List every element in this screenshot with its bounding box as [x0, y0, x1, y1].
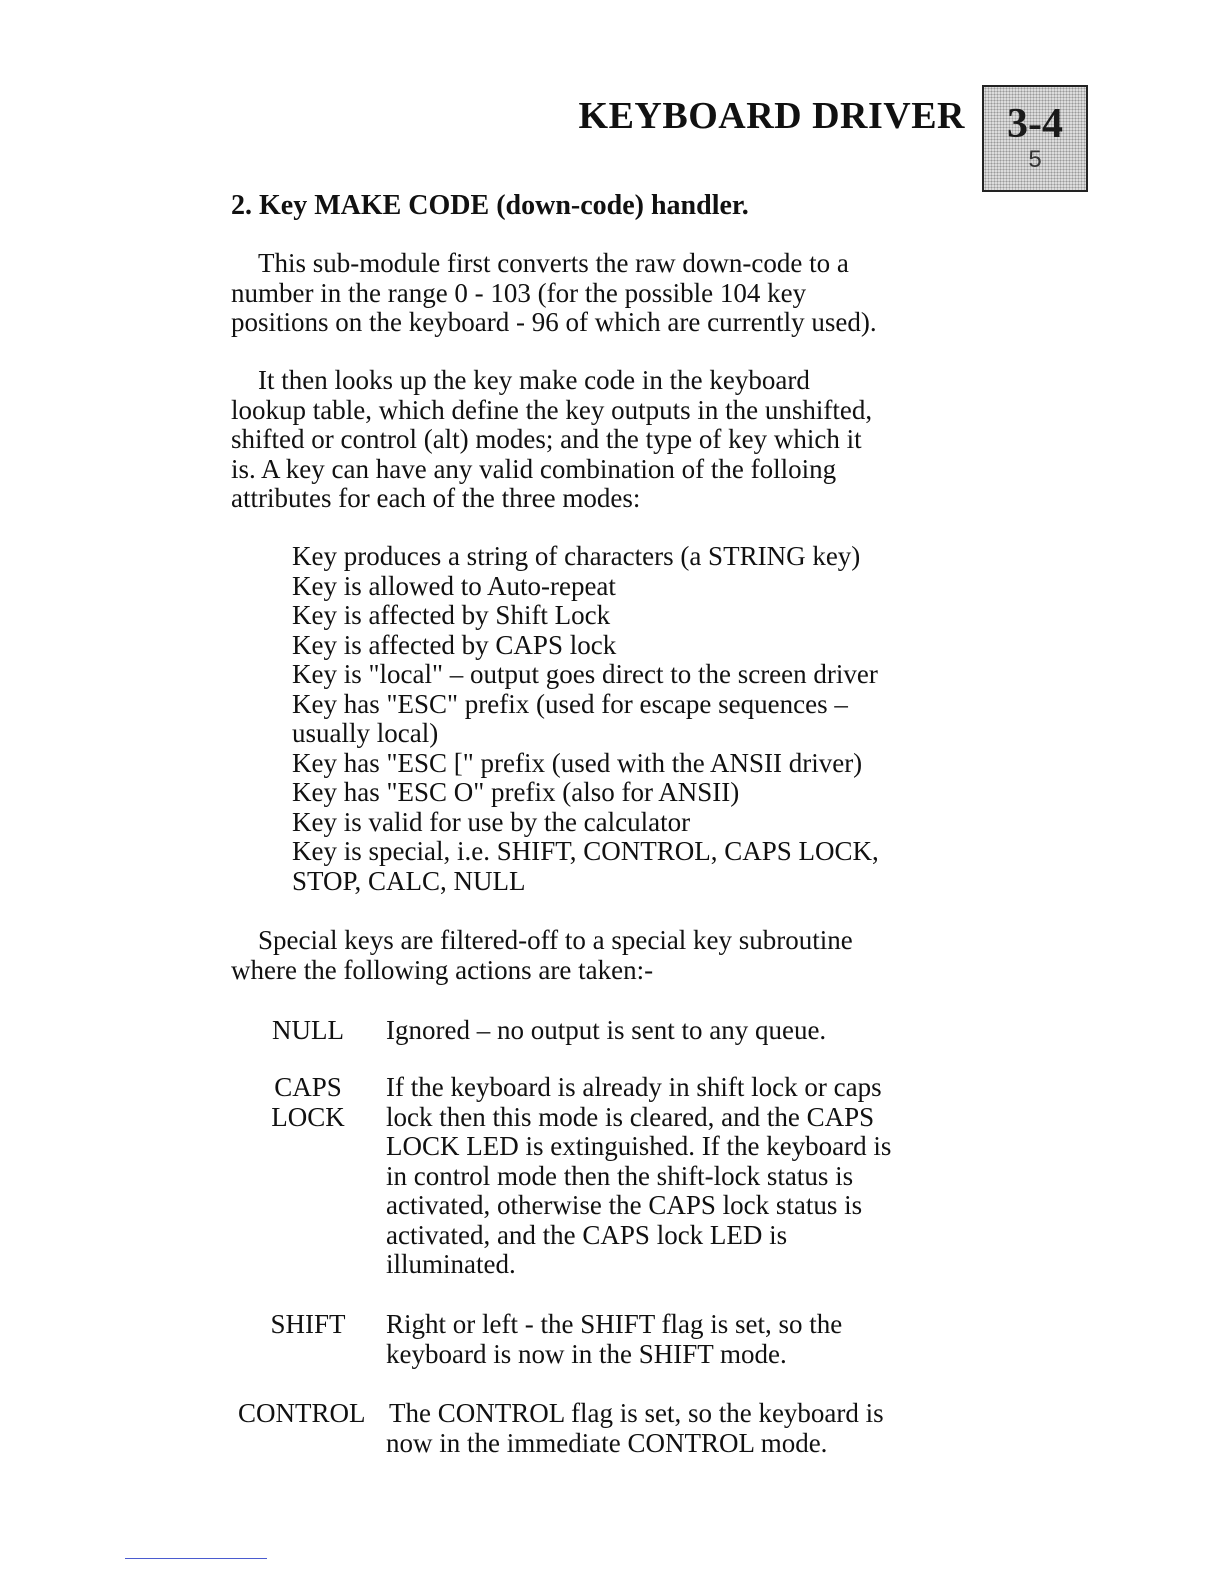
subheading: 2. Key MAKE CODE (down-code) handler. [231, 190, 749, 221]
description-line: activated, otherwise the CAPS lock status is [386, 1190, 863, 1220]
list-item [292, 749, 992, 779]
description-line: lock then this mode is cleared, and the CAPS [386, 1101, 875, 1132]
description-line: in control mode then the shift-lock status is [386, 1160, 854, 1191]
description-line: LOCK LED is extinguished. If the keyboard is [386, 1131, 892, 1161]
list-item-line: Key is allowed to Auto-repeat [292, 570, 616, 601]
paragraph-line: It then looks up the key make code in the keyboard [258, 365, 810, 395]
list-item [292, 837, 992, 896]
list-item [292, 631, 992, 661]
paragraph-line: Special keys are filtered-off to a special key subroutine [258, 925, 853, 955]
description-line: The CONTROL flag is set, so the keyboard is [389, 1398, 884, 1428]
list-item [292, 660, 992, 690]
description-line: illuminated. [386, 1249, 516, 1279]
paragraph-line: number in the range 0 - 103 (for the possible 104 key [231, 277, 807, 308]
list-item [292, 808, 992, 838]
paragraph-line: shifted or control (alt) modes; and the type of key which it [231, 424, 862, 454]
definition-description [386, 1016, 986, 1046]
definition-shift [0, 1310, 1000, 1372]
attribute-list [292, 542, 992, 896]
list-item [292, 690, 992, 749]
term-line: SHIFT [270, 1309, 346, 1339]
paragraph-line: attributes for each of the three modes: [231, 483, 641, 513]
definition-term [262, 1310, 354, 1340]
list-item-line: Key has "ESC" prefix (used for escape sequences – [292, 688, 848, 719]
list-item-line: Key has "ESC [" prefix (used with the ANSII driver) [292, 747, 863, 778]
definition-term [262, 1016, 354, 1046]
definition-term [238, 1399, 384, 1429]
list-item-line: Key is affected by Shift Lock [292, 600, 611, 630]
description-line: Ignored – no output is sent to any queue. [386, 1015, 827, 1045]
term-line: NULL [272, 1015, 344, 1045]
definition-term [262, 1073, 354, 1132]
list-item-line: Key has "ESC O" prefix (also for ANSII) [292, 777, 740, 807]
definition-description [386, 1073, 986, 1280]
list-item-line: Key produces a string of characters (a STRING key) [292, 541, 861, 571]
paragraph-line: where the following actions are taken:- [231, 954, 654, 985]
list-item-line: Key is special, i.e. SHIFT, CONTROL, CAPS LOCK, [292, 836, 879, 866]
footer-rule [125, 1558, 267, 1559]
definition-caps-lock [0, 1073, 1000, 1283]
list-item-line: STOP, CALC, NULL [292, 865, 526, 896]
list-item [292, 572, 992, 602]
section-number: 3-4 [1007, 101, 1063, 147]
list-item-line: usually local) [292, 718, 439, 748]
list-item [292, 542, 992, 572]
definition-description [386, 1398, 989, 1458]
list-item-line: Key is "local" – output goes direct to the screen driver [292, 659, 878, 689]
definition-control [0, 1399, 1000, 1461]
description-line: Right or left - the SHIFT flag is set, so the [386, 1309, 843, 1339]
description-line: keyboard is now in the SHIFT mode. [386, 1338, 787, 1369]
term-line: LOCK [271, 1101, 345, 1132]
description-line: activated, and the CAPS lock LED is [386, 1219, 788, 1250]
list-item [292, 778, 992, 808]
paragraph-line: is. A key can have any valid combination of the folloing [231, 453, 837, 484]
page-title: KEYBOARD DRIVER [578, 95, 965, 137]
list-item [292, 601, 992, 631]
description-line: now in the immediate CONTROL mode. [386, 1427, 828, 1458]
paragraph-intro [231, 249, 991, 338]
list-item-line: Key is affected by CAPS lock [292, 629, 617, 660]
term-line: CONTROL [238, 1398, 366, 1428]
term-line: CAPS [274, 1072, 342, 1102]
paragraph-special [231, 926, 991, 985]
section-tab [982, 85, 1088, 192]
definition-description [386, 1310, 986, 1369]
page-number: 5 [1028, 146, 1042, 173]
description-line: If the keyboard is already in shift lock or caps [386, 1072, 882, 1102]
paragraph-line: This sub-module first converts the raw down-code to a [258, 248, 849, 278]
paragraph-line: lookup table, which define the key outputs in the unshifted, [231, 394, 873, 425]
paragraph-lookup [231, 366, 991, 514]
list-item-line: Key is valid for use by the calculator [292, 806, 691, 837]
definition-null [0, 1016, 1000, 1048]
paragraph-line: positions on the keyboard - 96 of which are currently used). [231, 307, 877, 337]
